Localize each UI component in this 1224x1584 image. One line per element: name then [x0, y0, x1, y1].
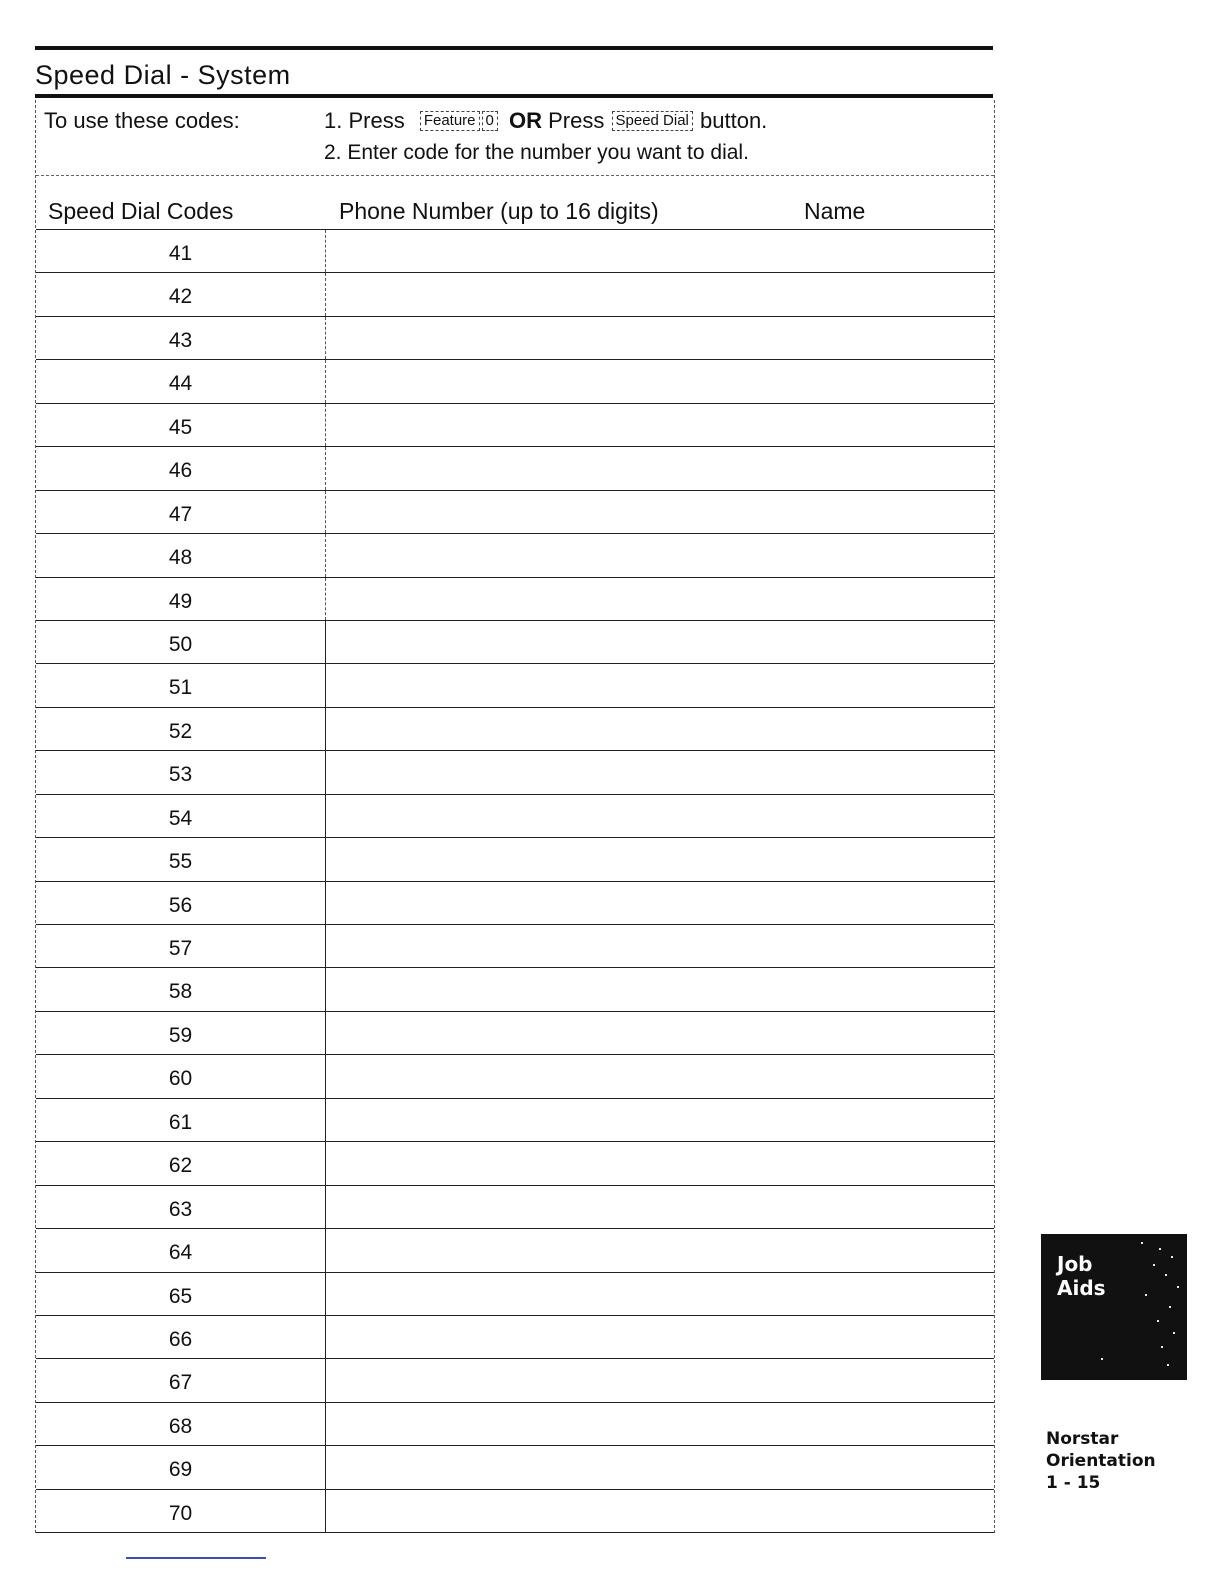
instruction-step-1: [324, 108, 767, 134]
speed-dial-code: 62: [36, 1142, 326, 1184]
table-row: [36, 795, 994, 838]
table-row: [36, 925, 994, 968]
phone-number-entry-field[interactable]: [327, 1490, 994, 1532]
phone-number-entry-field[interactable]: [327, 882, 994, 924]
step1-or: OR: [509, 108, 542, 133]
top-rule: [35, 46, 993, 50]
table-row: [36, 968, 994, 1011]
speed-dial-code: 67: [36, 1359, 326, 1401]
speed-dial-code: 50: [36, 621, 326, 663]
table-row: [36, 1055, 994, 1098]
speed-dial-code: 44: [36, 360, 326, 402]
feature-zero-keys: [419, 108, 499, 134]
phone-number-entry-field[interactable]: [327, 1316, 994, 1358]
speed-dial-code: 69: [36, 1446, 326, 1488]
speed-dial-code: 55: [36, 838, 326, 880]
phone-number-entry-field[interactable]: [327, 1273, 994, 1315]
instructions-block: [36, 100, 994, 176]
speed-dial-code: 60: [36, 1055, 326, 1097]
table-row: [36, 1359, 994, 1402]
speed-dial-code: 68: [36, 1403, 326, 1445]
table-row: [36, 1186, 994, 1229]
table-row: [36, 1012, 994, 1055]
instructions-label: To use these codes:: [44, 108, 240, 133]
speed-dial-code: 59: [36, 1012, 326, 1054]
page-title: Speed Dial - System: [35, 60, 291, 90]
phone-number-entry-field[interactable]: [327, 664, 994, 706]
speed-dial-code: 45: [36, 404, 326, 446]
phone-number-entry-field[interactable]: [327, 273, 994, 315]
table-row: [36, 230, 994, 273]
table-row: [36, 1099, 994, 1142]
job-aids-label: Job Aids: [1057, 1252, 1106, 1300]
speed-dial-code: 65: [36, 1273, 326, 1315]
speed-dial-code: 51: [36, 664, 326, 706]
speed-dial-code: 54: [36, 795, 326, 837]
speed-dial-code: 47: [36, 491, 326, 533]
phone-number-entry-field[interactable]: [327, 925, 994, 967]
table-header: [36, 176, 994, 230]
feature-key: Feature: [420, 111, 480, 131]
phone-number-entry-field[interactable]: [327, 1403, 994, 1445]
phone-number-entry-field[interactable]: [327, 1446, 994, 1488]
speed-dial-code: 43: [36, 317, 326, 359]
phone-number-entry-field[interactable]: [327, 1055, 994, 1097]
phone-number-entry-field[interactable]: [327, 360, 994, 402]
speed-dial-code: 64: [36, 1229, 326, 1271]
phone-number-entry-field[interactable]: [327, 491, 994, 533]
document-reference: [1046, 1428, 1156, 1494]
speed-dial-code: 56: [36, 882, 326, 924]
phone-number-entry-field[interactable]: [327, 578, 994, 620]
speed-dial-code: 53: [36, 751, 326, 793]
speed-dial-code: 46: [36, 447, 326, 489]
phone-number-entry-field[interactable]: [327, 795, 994, 837]
table-row: [36, 708, 994, 751]
table-row: [36, 1316, 994, 1359]
speed-dial-code: 66: [36, 1316, 326, 1358]
phone-number-entry-field[interactable]: [327, 1142, 994, 1184]
phone-number-entry-field[interactable]: [327, 751, 994, 793]
bottom-rule: [126, 1557, 266, 1559]
phone-number-entry-field[interactable]: [327, 447, 994, 489]
table-row: [36, 838, 994, 881]
phone-number-entry-field[interactable]: [327, 1186, 994, 1228]
header-name: Name: [804, 198, 866, 224]
speed-dial-code: 52: [36, 708, 326, 750]
table-row: [36, 578, 994, 621]
step1-prefix: 1. Press: [324, 108, 405, 133]
table-row: [36, 1490, 994, 1533]
table-row: [36, 534, 994, 577]
speed-dial-code: 70: [36, 1490, 326, 1532]
table-row: [36, 1229, 994, 1272]
table-row: [36, 882, 994, 925]
table-row: [36, 273, 994, 316]
footer-line-norstar: Norstar: [1046, 1429, 1119, 1449]
job-aids-tab: [1041, 1234, 1187, 1380]
speed-dial-rows: [36, 230, 994, 1533]
table-row: [36, 404, 994, 447]
speed-dial-code: 42: [36, 273, 326, 315]
table-row: [36, 1142, 994, 1185]
phone-number-entry-field[interactable]: [327, 1012, 994, 1054]
instruction-step-2: 2. Enter code for the number you want to dial.: [324, 141, 749, 164]
phone-number-entry-field[interactable]: [327, 404, 994, 446]
phone-number-entry-field[interactable]: [327, 838, 994, 880]
speed-dial-code: 58: [36, 968, 326, 1010]
step1-suffix: button.: [700, 108, 768, 133]
phone-number-entry-field[interactable]: [327, 708, 994, 750]
table-row: [36, 317, 994, 360]
table-row: [36, 621, 994, 664]
speed-dial-code: 49: [36, 578, 326, 620]
phone-number-entry-field[interactable]: [327, 968, 994, 1010]
phone-number-entry-field[interactable]: [327, 317, 994, 359]
zero-key: 0: [482, 111, 498, 131]
speed-dial-code: 61: [36, 1099, 326, 1141]
phone-number-entry-field[interactable]: [327, 1359, 994, 1401]
step1-mid: Press: [548, 108, 605, 133]
table-row: [36, 360, 994, 403]
speed-dial-code: 57: [36, 925, 326, 967]
footer-line-page: 1 - 15: [1046, 1473, 1101, 1493]
title-rule: [35, 94, 993, 98]
table-row: [36, 1273, 994, 1316]
table-row: [36, 447, 994, 490]
header-speed-dial-codes: Speed Dial Codes: [48, 198, 234, 224]
speed-dial-form: [35, 100, 995, 1533]
footer-line-orientation: Orientation: [1046, 1451, 1156, 1471]
phone-number-entry-field[interactable]: [327, 230, 994, 272]
phone-number-entry-field[interactable]: [327, 1229, 994, 1271]
speed-dial-code: 63: [36, 1186, 326, 1228]
table-row: [36, 664, 994, 707]
phone-number-entry-field[interactable]: [327, 621, 994, 663]
speed-dial-key: Speed Dial: [612, 111, 693, 131]
phone-number-entry-field[interactable]: [327, 1099, 994, 1141]
table-row: [36, 751, 994, 794]
table-row: [36, 1446, 994, 1489]
table-row: [36, 491, 994, 534]
table-row: [36, 1403, 994, 1446]
header-phone-number: Phone Number (up to 16 digits): [339, 198, 659, 224]
speed-dial-code: 48: [36, 534, 326, 576]
phone-number-entry-field[interactable]: [327, 534, 994, 576]
speed-dial-code: 41: [36, 230, 326, 272]
